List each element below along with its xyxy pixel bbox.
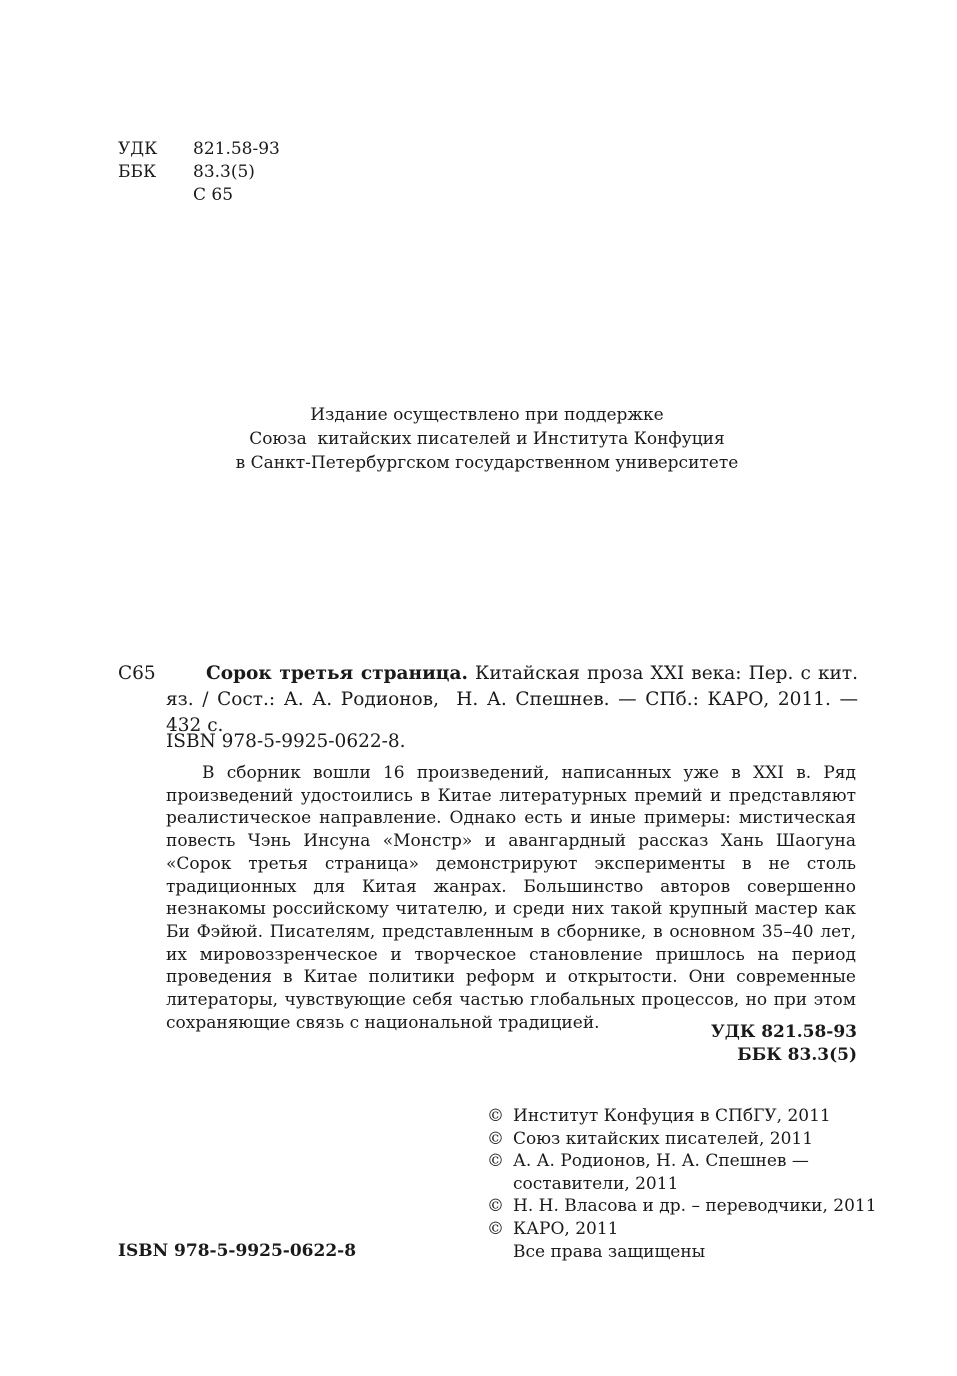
copyright-text: Союз китайских писателей, 2011 [513, 1128, 814, 1149]
copyright-symbol: © [487, 1106, 504, 1126]
copyright-row [487, 1150, 877, 1173]
copyright-text: Все права защищены [513, 1241, 706, 1262]
biblio-isbn: ISBN 978-5-9925-0622-8. [166, 731, 406, 752]
classification-value: 821.58-93 [193, 139, 280, 159]
copyright-text: Институт Конфуция в СПбГУ, 2011 [513, 1106, 831, 1126]
classification-label: ББК [118, 162, 157, 182]
copyright-row [487, 1105, 877, 1128]
copyright-row [487, 1195, 877, 1218]
classification-row-bbk [118, 161, 280, 184]
classification-value: 83.3(5) [193, 162, 255, 182]
book-title: Сорок третья страница. [206, 663, 468, 684]
support-line: Союза китайских писателей и Института Конфуция [249, 429, 725, 449]
support-notice [150, 403, 824, 475]
copyright-text: А. А. Родионов, Н. А. Спешнев — [513, 1151, 809, 1172]
isbn-footer: ISBN 978-5-9925-0622-8 [118, 1241, 357, 1261]
biblio-code: С65 [118, 663, 156, 684]
udk-summary [711, 1021, 857, 1067]
copyright-symbol [487, 1173, 513, 1196]
copyright-row [487, 1173, 877, 1196]
copyright-symbol: © [487, 1218, 504, 1239]
copyright-symbol: © [487, 1128, 504, 1149]
copyright-symbol: © [487, 1151, 504, 1172]
support-line: Издание осуществлено при поддержке [310, 405, 664, 425]
bbk-summary-line: ББК 83.3(5) [737, 1045, 857, 1065]
copyright-row [487, 1128, 877, 1151]
copyright-row [487, 1218, 877, 1241]
classification-label: УДК [118, 139, 158, 159]
copyright-text: составители, 2011 [513, 1173, 679, 1194]
copyright-row [487, 1241, 877, 1264]
classification-label [118, 184, 193, 207]
support-line: в Санкт-Петербургском государственном университете [235, 453, 739, 473]
copyright-text: Н. Н. Власова и др. – переводчики, 2011 [513, 1196, 877, 1217]
classification-row-author-mark [118, 184, 280, 207]
copyright-text: КАРО, 2011 [513, 1218, 619, 1239]
udk-summary-line: УДК 821.58-93 [710, 1022, 857, 1042]
copyright-symbol: © [487, 1196, 504, 1217]
copyright-symbol [487, 1241, 513, 1264]
classification-value: С 65 [193, 185, 234, 205]
abstract: В сборник вошли 16 произведений, написанных уже в XXI в. Ряд произведений удостоились в Китае литературных премий и представляют реалистическое направление. Однако есть и иные примеры: мистическая повесть Чэнь Инсуна «Монстр» и авангардный рассказ Хань Шаогуна «Сорок третья страница» демонстрируют эксперименты в не столь традиционных для Китая жанрах. Большинство авторов совершенно незнакомы российскому читателю, и среди них такой крупный мастер как Би Фэйюй. Писателям, представленным в сборнике, в основном 35–40 лет, их мировоззренческое и творческое становление пришлось на период проведения в Китае политики реформ и открытости. Они современные литераторы, чувствующие себя частью глобальных процессов, но при этом сохраняющие связь с национальной традицией. [166, 763, 856, 1033]
biblio-record [166, 661, 864, 739]
classification-row-udk [118, 138, 280, 161]
classification-block [118, 138, 280, 207]
copyright-block [487, 1105, 877, 1263]
biblio-details: Китайская проза XXI века: Пер. с кит. яз. / Сост.: А. А. Родионов, Н. А. Спешнев. — СПб.: КАРО, 2011. — 432 с. [166, 663, 864, 736]
